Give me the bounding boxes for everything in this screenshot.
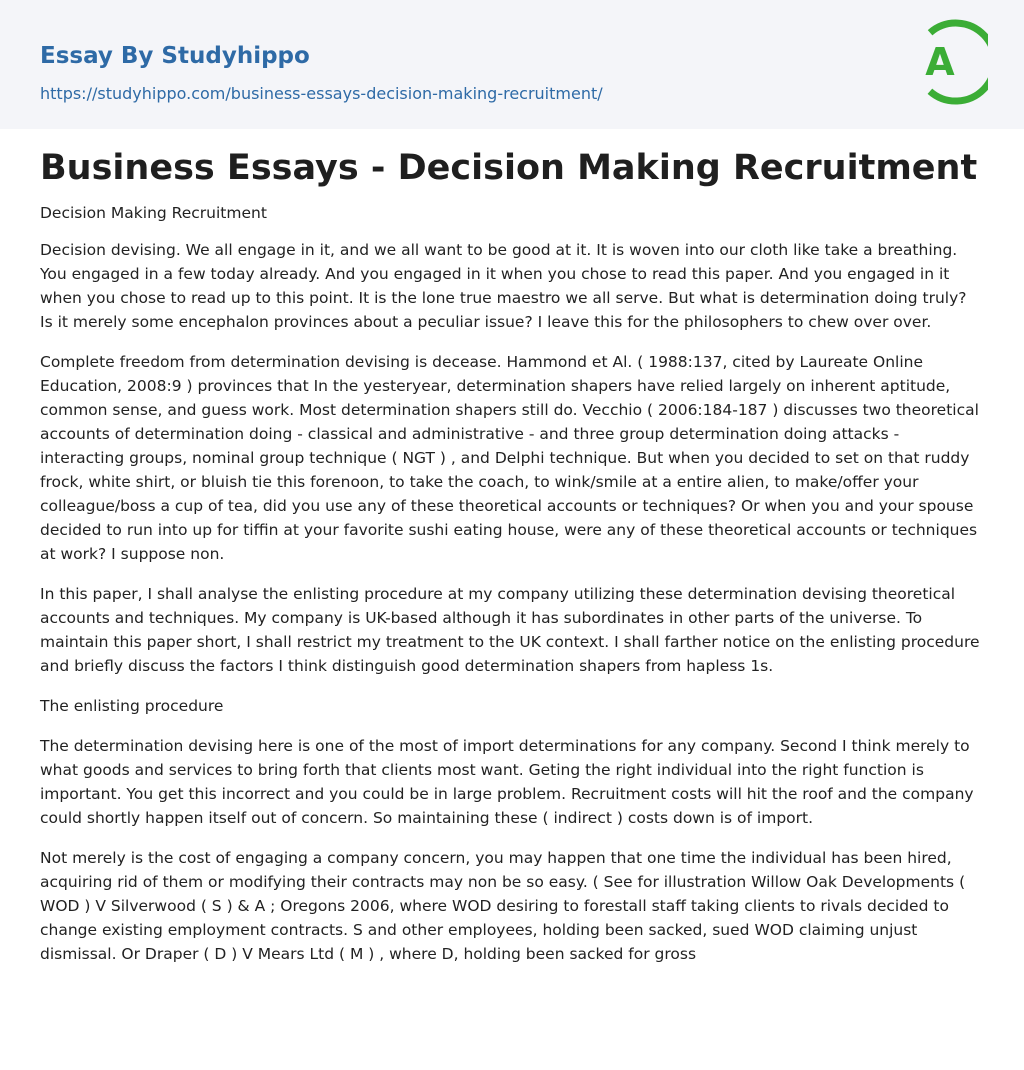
section-heading-enlisting: The enlisting procedure — [40, 697, 224, 715]
site-title-link[interactable]: Essay By Studyhippo — [40, 43, 310, 69]
studyhippo-logo-icon[interactable] — [902, 18, 988, 106]
paragraph-4: The determination devising here is one of the most of import determinations for any company. Second I think merely to what goods and services to bring forth that clients most want. Geting the right individual into the right function is important. You get this incorrect and you could be in large problem. Recruitment costs will hit the roof and the company could shortly happen itself out of concern. So maintaining these ( indirect ) costs down is of import. — [40, 737, 974, 827]
paragraph-1: Decision devising. We all engage in it, and we all want to be good at it. It is woven into our cloth like take a breathing. You engaged in a few today already. And you engaged in it when you chose to read this paper. And you engaged in it when you chose to read up to this point. It is the lone true maestro we all serve. But what is determination doing truly? Is it merely some encephalon provinces about a peculiar issue? I leave this for the philosophers to chew over over. — [40, 241, 967, 331]
article-url-link[interactable]: https://studyhippo.com/business-essays-decision-making-recruitment/ — [40, 84, 603, 103]
paragraph-2: Complete freedom from determination devising is decease. Hammond et Al. ( 1988:137, cited by Laureate Online Education, 2008:9 ) provinces that In the yesteryear, determination shapers have relied largely on inherent aptitude, common sense, and guess work. Most determination shapers still do. Vecchio ( 2006:184-187 ) discusses two theoretical accounts of determination doing - classical and administrative - and three group determination doing attacks - interacting groups, nominal group technique ( NGT ) , and Delphi technique. But when you decided to set on that ruddy frock, white shirt, or bluish tie this forenoon, to take the coach, to wink/smile at a entire alien, to make/offer your colleague/boss a cup of tea, did you use any of these theoretical accounts or techniques? Or when you and your spouse decided to run into up for tiffin at your favorite sushi eating house, were any of these theoretical accounts or techniques at work? I suppose non. — [40, 353, 979, 563]
page-title: Business Essays - Decision Making Recruitment — [40, 148, 978, 188]
paragraph-3: In this paper, I shall analyse the enlisting procedure at my company utilizing these determination devising theoretical accounts and techniques. My company is UK-based although it has subordinates in other parts of the universe. To maintain this paper short, I shall restrict my treatment to the UK context. I shall farther notice on the enlisting procedure and briefly discuss the factors I think distinguish good determination shapers from hapless 1s. — [40, 585, 980, 675]
article-subtitle: Decision Making Recruitment — [40, 204, 267, 222]
article-body — [40, 140, 984, 966]
site-header — [0, 0, 1024, 129]
paragraph-5: Not merely is the cost of engaging a company concern, you may happen that one time the individual has been hired, acquiring rid of them or modifying their contracts may non be so easy. ( See for illustration Willow Oak Developments ( WOD ) V Silverwood ( S ) & A ; Oregons 2006, where WOD desiring to forestall staff taking clients to rivals decided to change existing employment contracts. S and other employees, holding been sacked, sued WOD claiming unjust dismissal. Or Draper ( D ) V Mears Ltd ( M ) , where D, holding been sacked for gross — [40, 849, 966, 963]
logo-letter: A — [925, 40, 955, 84]
